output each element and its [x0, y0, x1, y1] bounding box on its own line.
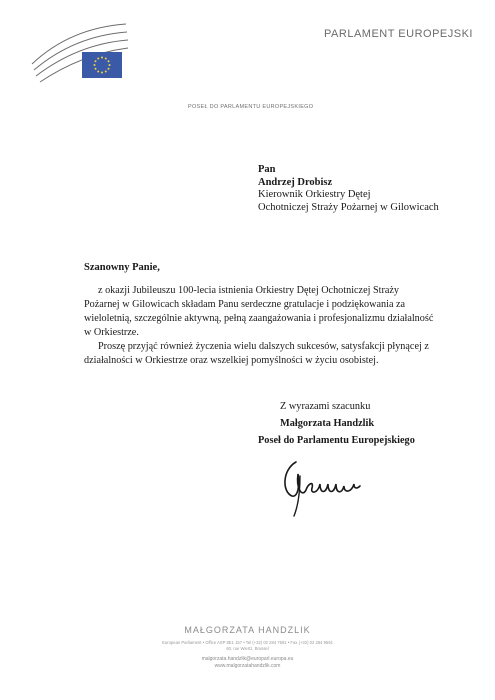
paragraph-1: z okazji Jubileuszu 100-lecia istnienia Orkiestry Dętej Ochotniczej Straży Pożarnej w Gilowicach składam Panu serdeczne gratulacje i podziękowania za wieloletnią, szczególnie aktywną, pełną zaangażowania i profesjonalizmu działalność w Orkiestrze. — [84, 285, 434, 338]
eu-star — [101, 57, 103, 59]
office-line: POSEŁ DO PARLAMENTU EUROPEJSKIEGO — [188, 104, 314, 110]
sender-title: Poseł do Parlamentu Europejskiego — [258, 435, 415, 446]
eu-star — [109, 64, 111, 66]
footer-website[interactable]: www.malgorzatahandzlik.com — [214, 662, 281, 669]
handwritten-signature — [280, 454, 370, 518]
footer-address-line-1: European Parliament • Office ASP 8E1 157 • Tel (+32) 02 284 7591 • Fax (+32) 02 284 9591 — [162, 640, 333, 645]
eu-star — [94, 64, 96, 66]
sender-name: Małgorzata Handzlik — [280, 418, 375, 429]
salutation: Szanowny Panie, — [84, 262, 160, 273]
footer-contact — [0, 656, 495, 669]
closing-block — [258, 398, 415, 449]
eu-star — [108, 60, 110, 62]
footer-address-line-2: 60, rue Wiertz, Brussel — [226, 645, 269, 651]
eu-star — [95, 60, 97, 62]
footer-email[interactable]: malgorzata.handzlik@europarl.europa.eu — [201, 656, 294, 662]
eu-star — [95, 68, 97, 70]
eu-star — [97, 58, 99, 60]
paragraph-2: Proszę przyjąć również życzenia wielu dalszych sukcesów, satysfakcji płynącej z działalności w Orkiestrze oraz wszelkiej pomyślności w życiu osobistej. — [84, 341, 429, 366]
closing-regards: Z wyrazami szacunku — [280, 401, 371, 412]
institution-name: PARLAMENT EUROPEJSKI — [324, 28, 473, 40]
eu-star — [97, 71, 99, 73]
letter-body — [84, 284, 436, 368]
addressee-organization: Ochotniczej Straży Pożarnej w Gilowicach — [258, 201, 439, 213]
eu-star — [101, 72, 103, 74]
addressee-name: Andrzej Drobisz — [258, 176, 333, 188]
addressee-role: Kierownik Orkiestry Dętej — [258, 189, 371, 200]
addressee-title: Pan — [258, 164, 276, 175]
eu-star — [105, 58, 107, 60]
footer-address — [0, 640, 495, 651]
eu-star — [105, 71, 107, 73]
eu-star — [108, 68, 110, 70]
addressee-block — [258, 164, 439, 214]
european-parliament-logo — [30, 20, 130, 84]
footer-name: MAŁGORZATA HANDZLIK — [184, 625, 311, 635]
